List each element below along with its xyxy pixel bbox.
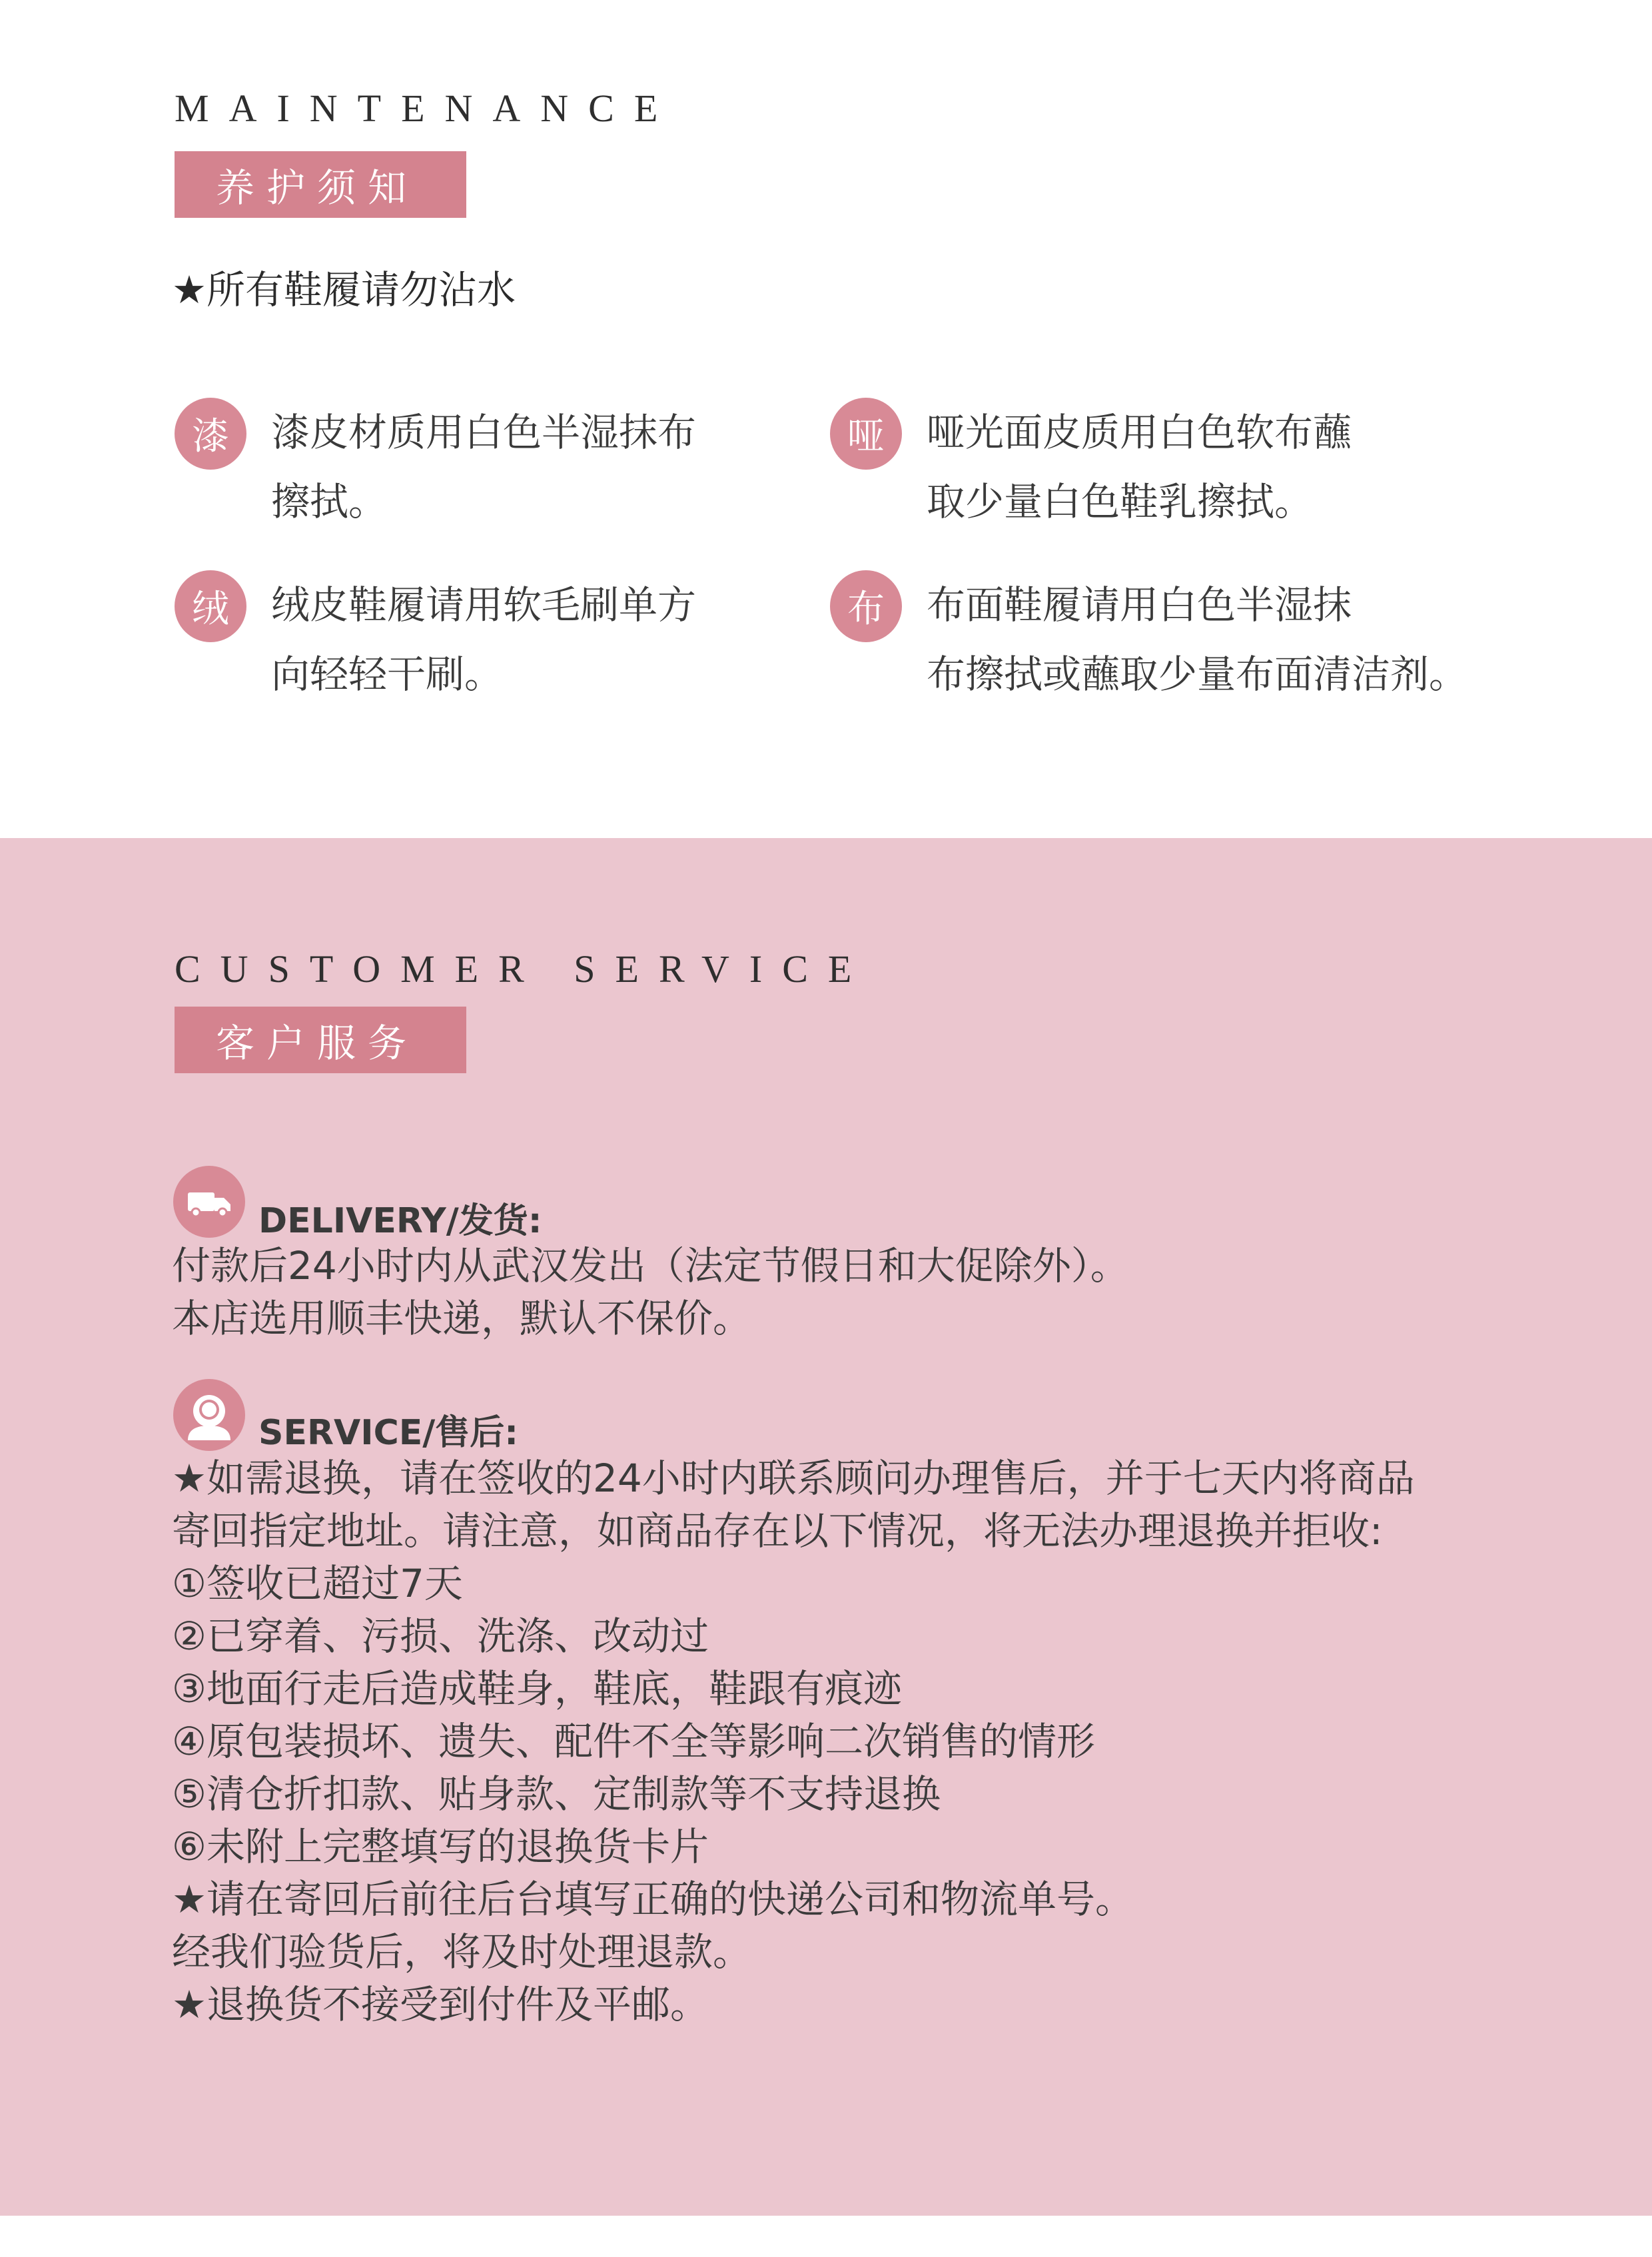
tip-text — [927, 398, 1352, 536]
tip-line: 漆皮材质用白色半湿抹布 — [271, 410, 697, 455]
tip-line: 哑光面皮质用白色软布蘸 — [927, 410, 1352, 455]
tip-badge: 哑 — [830, 398, 902, 470]
service-line: ★如需退换，请在签收的24小时内联系顾问办理售后，并于七天内将商品 — [172, 1456, 1415, 1501]
service-line: 经我们验货后，将及时处理退款。 — [172, 1929, 752, 1975]
customer-service-section — [0, 838, 1652, 2216]
maintenance-section — [0, 0, 1652, 838]
tip-line: 取少量白色鞋乳擦拭。 — [927, 479, 1314, 524]
tip-line: 向轻轻干刷。 — [271, 652, 504, 697]
delivery-line: 本店选用顺丰快递，默认不保价。 — [172, 1296, 752, 1341]
delivery-lines — [172, 1240, 1129, 1345]
tip-line: 布擦拭或蘸取少量布面清洁剂。 — [927, 652, 1468, 697]
delivery-title: DELIVERY/发货: — [258, 1201, 542, 1241]
service-line: ★请在寄回后前往后台填写正确的快递公司和物流单号。 — [172, 1877, 1134, 1922]
service-title: SERVICE/售后: — [258, 1413, 519, 1453]
service-line: ⑥未附上完整填写的退换货卡片 — [172, 1824, 709, 1869]
service-line: ⑤清仓折扣款、贴身款、定制款等不支持退换 — [172, 1771, 941, 1817]
service-line: ④原包装损坏、遗失、配件不全等影响二次销售的情形 — [172, 1719, 1095, 1764]
person-icon — [173, 1379, 245, 1451]
maintenance-tag: 养护须知 — [175, 151, 466, 218]
tip-text — [271, 570, 696, 709]
tip-text — [927, 570, 1467, 709]
service-line: ③地面行走后造成鞋身，鞋底，鞋跟有痕迹 — [172, 1666, 902, 1711]
service-lines — [172, 1452, 1415, 2031]
service-line: 寄回指定地址。请注意，如商品存在以下情况，将无法办理退换并拒收: — [172, 1508, 1383, 1554]
tip-text — [271, 398, 696, 536]
service-line: ①签收已超过7天 — [172, 1561, 463, 1606]
maintenance-note: ★所有鞋履请勿沾水 — [172, 267, 516, 312]
tip-badge: 漆 — [175, 398, 246, 470]
customer-service-tag: 客户服务 — [175, 1007, 466, 1073]
service-line: ②已穿着、污损、洗涤、改动过 — [172, 1613, 709, 1659]
tip-line: 布面鞋履请用白色半湿抹 — [927, 582, 1352, 628]
tip-line: 绒皮鞋履请用软毛刷单方 — [271, 582, 697, 628]
truck-icon — [173, 1166, 245, 1238]
service-line: ★退换货不接受到付件及平邮。 — [172, 1982, 709, 2027]
customer-service-heading: CUSTOMER SERVICE — [175, 947, 872, 991]
tip-badge: 绒 — [175, 570, 246, 642]
maintenance-heading: MAINTENANCE — [175, 87, 678, 130]
tip-badge: 布 — [830, 570, 902, 642]
delivery-line: 付款后24小时内从武汉发出（法定节假日和大促除外）。 — [172, 1243, 1129, 1288]
tip-line: 擦拭。 — [271, 479, 388, 524]
footer-strip — [0, 2216, 1652, 2257]
